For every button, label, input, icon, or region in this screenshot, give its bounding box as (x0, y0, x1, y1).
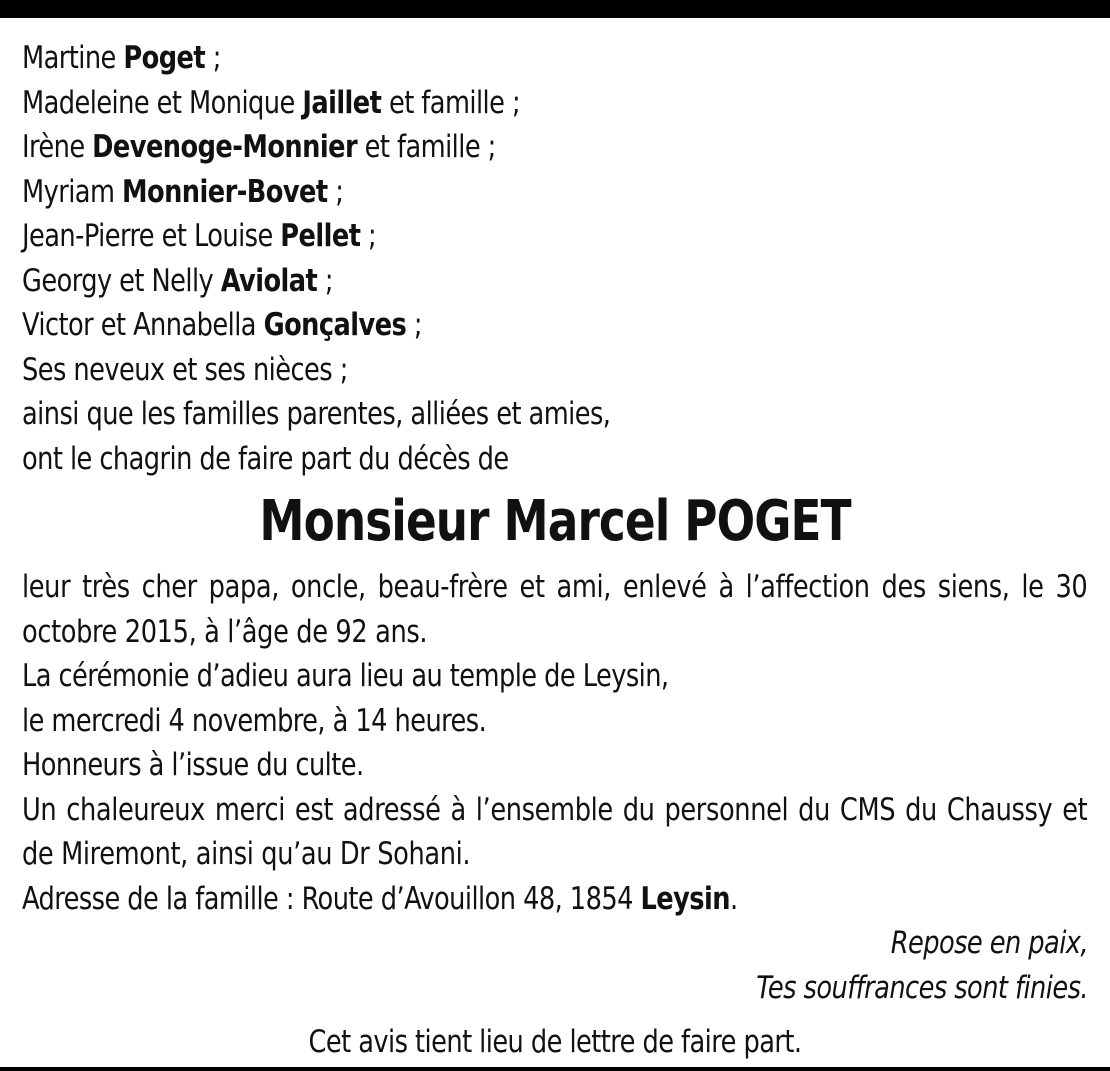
intro-line: ont le chagrin de faire part du décès de (22, 440, 509, 477)
family-name: Devenoge-Monnier (92, 129, 358, 165)
epitaph (22, 921, 1088, 1010)
closing-note (22, 1020, 1088, 1065)
epitaph-line: Repose en paix, (890, 925, 1088, 961)
family-name: Pellet (280, 218, 361, 254)
closing-line: Cet avis tient lieu de lettre de faire part. (308, 1024, 802, 1060)
family-name: Aviolat (220, 262, 318, 299)
intro-line: Ses neveux et ses nièces ; (22, 351, 348, 388)
family-name: Gonçalves (263, 307, 407, 343)
epitaph-line: Tes souffrances sont finies. (756, 969, 1088, 1006)
ceremony-line: La cérémonie d’adieu aura lieu au temple de Leysin, (22, 658, 669, 694)
ceremony-line: le mercredi 4 novembre, à 14 heures. (22, 702, 487, 739)
ceremony-line: Honneurs à l’issue du culte. (22, 747, 364, 783)
family-name: Poget (123, 40, 206, 76)
family-line: Victor et Annabella Gonçalves ; (22, 307, 422, 343)
family-line: Jean-Pierre et Louise Pellet ; (22, 218, 377, 254)
family-address: Adresse de la famille : Route d’Avouillon 48, 1854 Leysin. (22, 880, 738, 917)
description-paragraph: leur très cher papa, oncle, beau-frère et ami, enlevé à l’affection des siens, le 30 octobre 2015, à l’âge de 92 ans. (22, 569, 1088, 650)
family-name: Jaillet (302, 84, 382, 121)
deceased-name: Monsieur Marcel POGET (259, 489, 851, 554)
bottom-border (0, 1067, 1110, 1071)
family-line: Irène Devenoge-Monnier et famille ; (22, 129, 496, 165)
address-city: Leysin (640, 880, 730, 917)
family-line: Georgy et Nelly Aviolat ; (22, 262, 333, 299)
family-list (22, 36, 1088, 348)
intro-line: ainsi que les familles parentes, alliées et amies, (22, 396, 611, 432)
family-line: Madeleine et Monique Jaillet et famille ; (22, 84, 521, 121)
family-name: Monnier-Bovet (122, 173, 328, 210)
family-line: Martine Poget ; (22, 40, 221, 76)
family-line: Myriam Monnier-Bovet ; (22, 173, 344, 210)
obituary-notice (22, 36, 1088, 1065)
thanks-paragraph: Un chaleureux merci est adressé à l’ensemble du personnel du CMS du Chaussy et de Miremont, ainsi qu’au Dr Sohani. (22, 791, 1088, 872)
top-border (0, 0, 1110, 18)
